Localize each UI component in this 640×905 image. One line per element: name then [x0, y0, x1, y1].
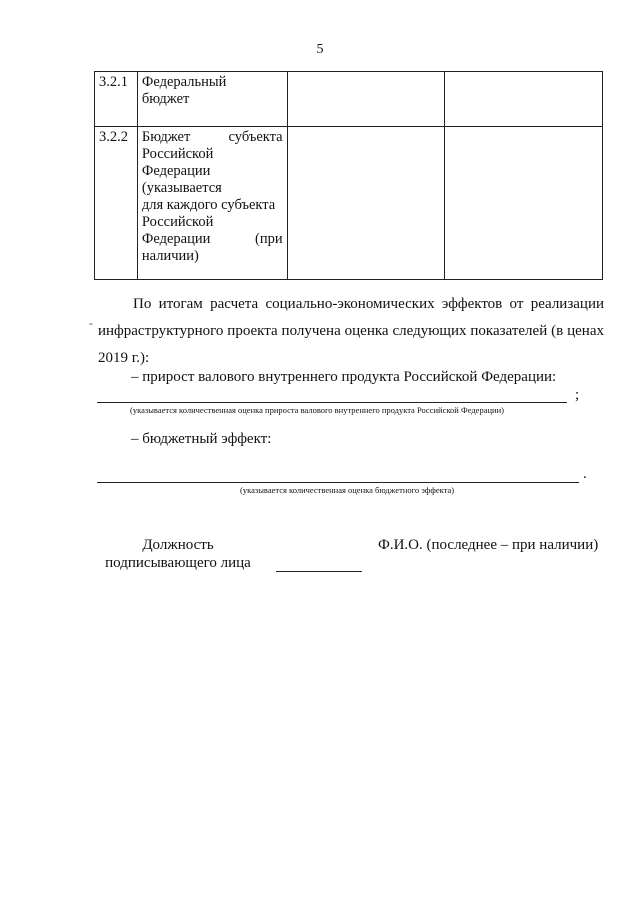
budget-effect-field-line [97, 482, 579, 483]
margin-mark: - [89, 316, 93, 330]
row-name-line: Федерации (при [141, 231, 283, 247]
signature-line [276, 571, 362, 572]
budget-effect-hint: (указывается количественная оценка бюджетного эффекта) [240, 485, 455, 495]
signatory-position [100, 536, 256, 572]
row-name-line: Бюджет субъекта [141, 129, 283, 145]
row-name-line: для каждого субъекта [141, 197, 276, 213]
table-row [95, 72, 603, 127]
signatory-position-line: Должность [142, 537, 214, 553]
gdp-growth-field-line [97, 402, 567, 403]
row-name-line: (указывается [141, 180, 222, 196]
row-name-line: Российской [141, 146, 214, 162]
gdp-growth-hint: (указывается количественная оценка прироста валового внутреннего продукта Российской Федерации) [130, 405, 504, 415]
row-name-line: Федерации [141, 163, 211, 179]
value-cell [287, 72, 445, 127]
budget-table [94, 71, 603, 280]
signatory-position-line: подписывающего лица [105, 555, 251, 571]
budget-effect-label: – бюджетный эффект: [131, 431, 272, 447]
value-cell [445, 72, 603, 127]
gdp-growth-label: – прирост валового внутреннего продукта Российской Федерации: [131, 369, 557, 385]
row-name-line: наличии) [141, 248, 199, 264]
table-row [95, 127, 603, 280]
value-cell [287, 127, 445, 280]
row-name [137, 127, 287, 280]
row-name-line: Федеральный [141, 74, 227, 90]
gdp-growth-semicolon: ; [575, 387, 580, 403]
row-number: 3.2.1 [95, 72, 138, 127]
row-name-line: Российской [141, 214, 214, 230]
budget-effect-period: . [583, 466, 587, 482]
row-name [137, 72, 287, 127]
results-paragraph: По итогам расчета социально-экономических эффектов от реализации инфраструктурного проекта получена оценка следующих показателей (в ценах 2019 г.): [98, 296, 604, 366]
value-cell [445, 127, 603, 280]
page-number: 5 [316, 42, 324, 57]
row-name-line: бюджет [141, 91, 190, 107]
signatory-full-name: Ф.И.О. (последнее – при наличии) [378, 537, 599, 553]
row-number: 3.2.2 [95, 127, 138, 280]
